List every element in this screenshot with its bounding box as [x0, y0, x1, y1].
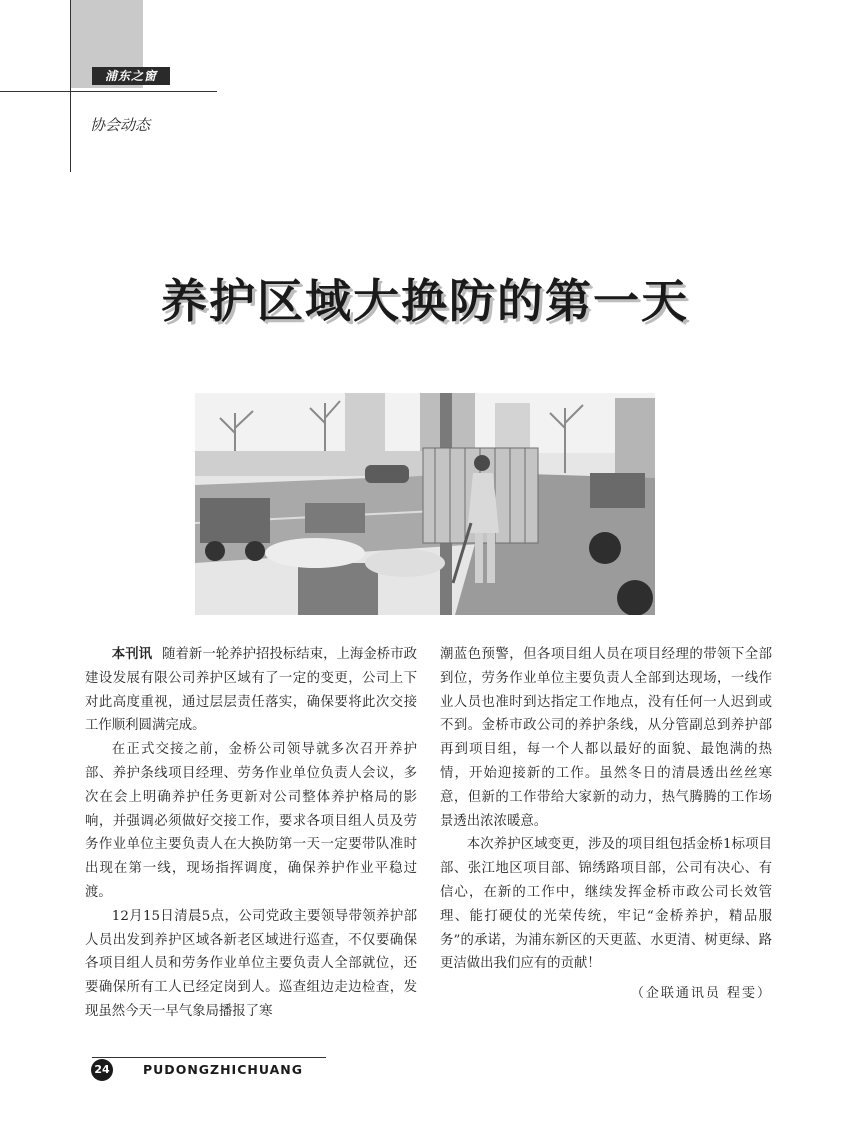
article-paragraph: 潮蓝色预警，但各项目组人员在项目经理的带领下全部到位，劳务作业单位主要负责人全部到达现场，一线作业人员也准时到达指定工作地点，没有任何一人迟到或不到。金桥市政公司的养护条线，从分管副总到养护部再到项目组，每一个人都以最好的面貌、最饱满的热情，开始迎接新的工作。虽然冬日的清晨透出丝丝寒意，但新的工作带给大家新的动力，热气腾腾的工作场景透出浓浓暖意。 — [440, 647, 772, 829]
article-column-left — [85, 643, 417, 1024]
article-paragraph — [85, 643, 417, 738]
article-photo — [195, 393, 655, 615]
header-horizontal-rule — [0, 91, 217, 92]
section-label: 协会动态 — [90, 116, 151, 134]
article-column-right — [440, 643, 772, 1006]
article-paragraph: 本次养护区域变更，涉及的项目组包括金桥1标项目部、张江地区项目部、锦绣路项目部，公司有决心、有信心，在新的工作中，继续发挥金桥市政公司长效管理、能打硬仗的光荣传统，牢记“金桥养护，精品服务”的承诺，为浦东新区的天更蓝、水更清、树更绿、路更洁做出我们应有的贡献！ — [440, 837, 772, 972]
header-vertical-rule — [70, 0, 71, 172]
lead-label: 本刊讯 — [111, 647, 153, 662]
footer-rule — [92, 1057, 326, 1058]
street-cleaning-photo — [195, 393, 655, 615]
paragraph-text: 随着新一轮养护招投标结束，上海金桥市政建设发展有限公司养护区域有了一定的变更，公司上下对此高度重视，通过层层责任落实，确保要将此次交接工作顺利圆满完成。 — [85, 647, 418, 734]
article-paragraph: 在正式交接之前，金桥公司领导就多次召开养护部、养护条线项目经理、劳务作业单位负责人会议，多次在会上明确养护任务更新对公司整体养护格局的影响，并强调必须做好交接工作，要求各项目组人员及劳务作业单位主要负责人在大换防第一天一定要带队准时出现在第一线，现场指挥调度，确保养护作业平稳过渡。 — [85, 742, 417, 900]
page-number: 24 — [91, 1059, 113, 1081]
footer-brand: PUDONGZHICHUANG — [143, 1062, 304, 1077]
magazine-brand-badge: 浦东之窗 — [92, 67, 170, 85]
article-paragraph: 12月15日清晨5点，公司党政主要领导带领养护部人员出发到养护区域各新老区域进行巡查，不仅要确保各项目组人员和劳务作业单位主要负责人全部就位，还要确保所有工人已经定岗到人。巡查组边走边检查，发现虽然今天一早气象局播报了寒 — [85, 908, 417, 1019]
article-signature: （企联通讯员 程雯） — [630, 986, 772, 1002]
article-title: 养护区域大换防的第一天 — [161, 274, 689, 328]
